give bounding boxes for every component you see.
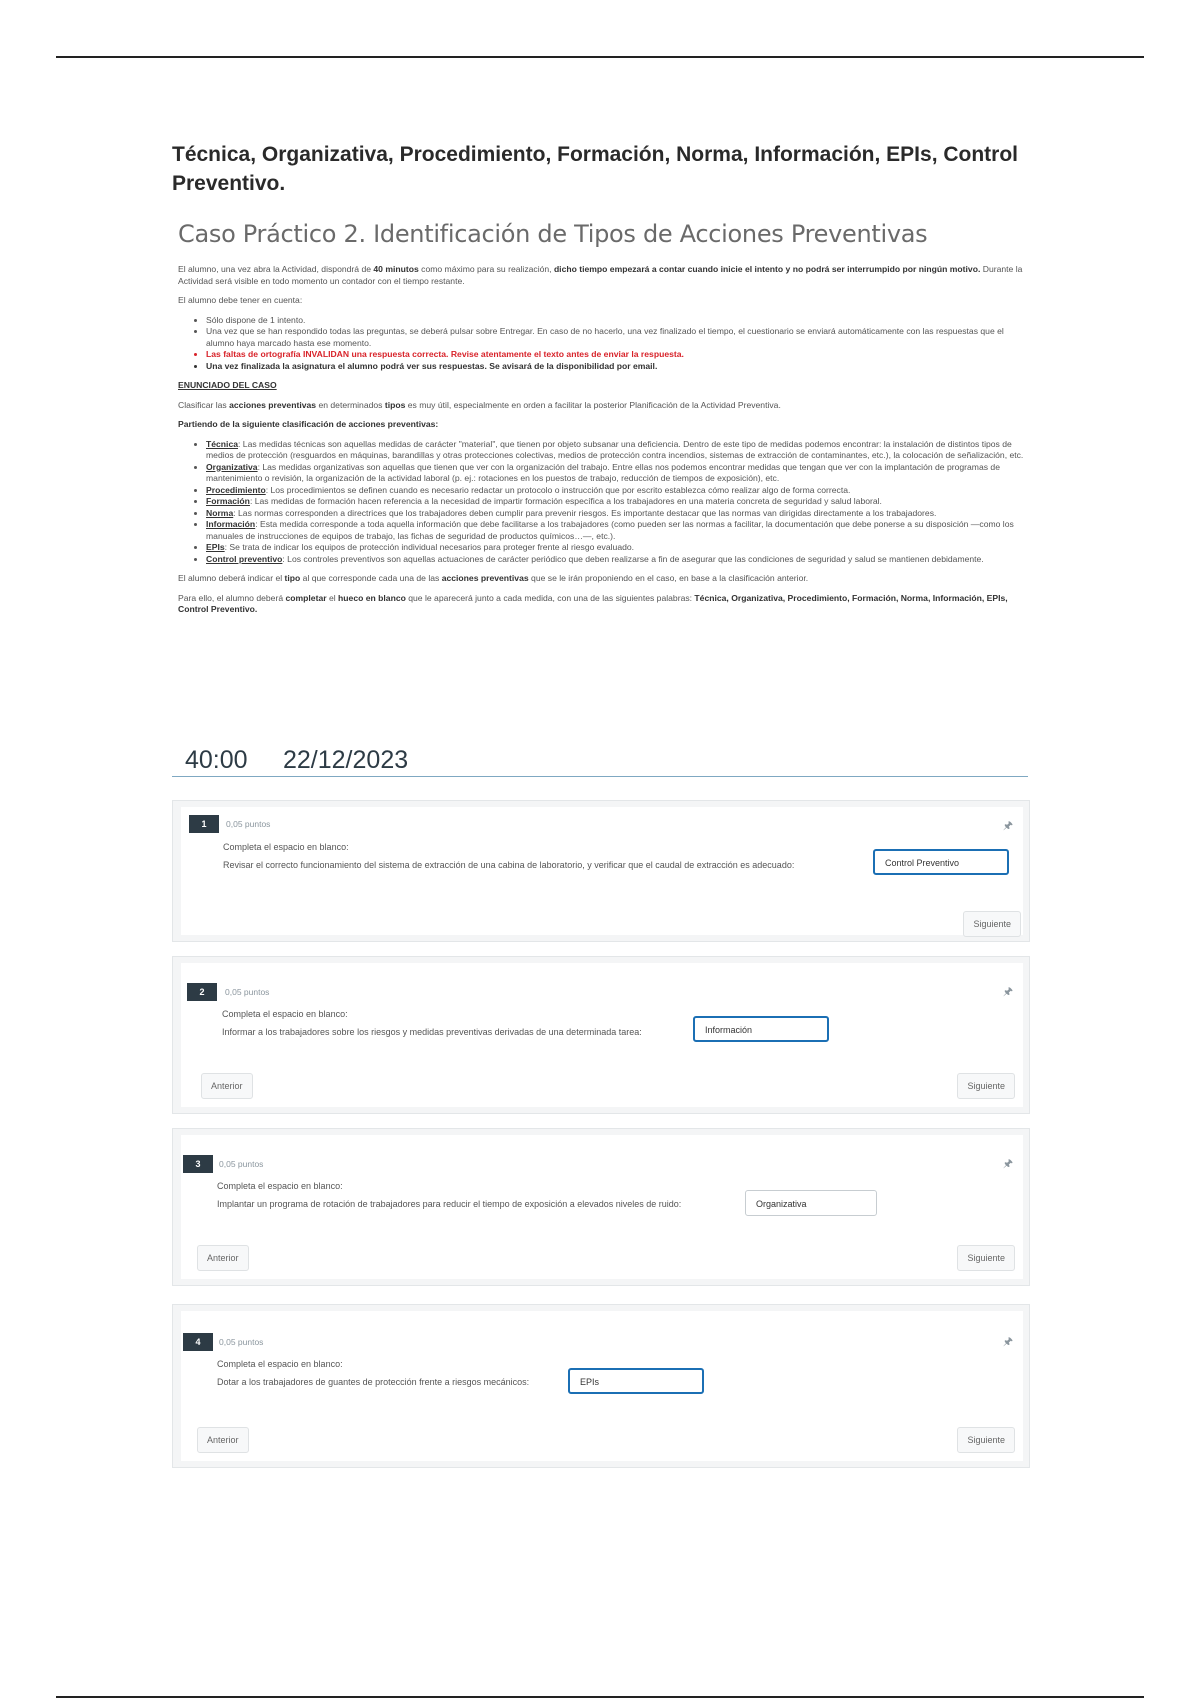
- type-desc: : Las medidas técnicas son aquellas medidas de carácter "material", que tienen por objeto subsanar una deficiencia. Dentro de este tipo de medidas podemos encontrar: la instalación de distintos tipos de medios de protección (resguardos en máquinas, barandillas y otras protecciones colectivas, medios de protección contra incendios, sistemas de extracción de contaminantes, etc.), la colocación de señalización, etc.: [206, 438, 1024, 460]
- question-text: Revisar el correcto funcionamiento del sistema de extracción de una cabina de laboratorio, y verificar que el caudal de extracción es adecuado:: [223, 860, 795, 870]
- rule-item: • Una vez finalizada la asignatura el alumno podrá ver sus respuestas. Se avisará de la disponibilidad por email.: [206, 361, 1028, 373]
- indicate-bold: tipo: [284, 573, 301, 583]
- pin-icon[interactable]: 🖈: [1002, 986, 1013, 998]
- indicate-text: que se le irán proponiendo en el caso, en base a la clasificación anterior.: [528, 573, 809, 583]
- type-item: [206, 542, 1028, 554]
- type-desc: : Las normas corresponden a directrices que los trabajadores deben cumplir para prevenir riesgos. Es importante destacar que las normas van dirigidas directamente a los trabajadores.: [233, 507, 937, 518]
- type-term: Organizativa: [206, 461, 258, 472]
- type-term: Control preventivo: [206, 553, 283, 564]
- complete-bold: completar: [285, 592, 327, 603]
- next-button[interactable]: Siguiente: [957, 1245, 1015, 1271]
- type-item: [206, 439, 1028, 462]
- case-title: Caso Práctico 2. Identificación de Tipos de Acciones Preventivas: [178, 220, 928, 248]
- complete-text: que le aparecerá junto a cada medida, con una de las siguientes palabras:: [405, 592, 695, 603]
- pin-icon[interactable]: 🖈: [1002, 820, 1013, 832]
- answer-input[interactable]: Control Preventivo: [873, 849, 1009, 875]
- header-rule: [56, 56, 1144, 58]
- rule-item-warning: • Las faltas de ortografía INVALIDAN una respuesta correcta. Revise atentamente el texto antes de enviar la respuesta.: [206, 349, 1028, 361]
- intro-text: Durante la Actividad será visible en todo momento un contador con el tiempo restante.: [178, 264, 1023, 286]
- question-instruction: Completa el espacio en blanco:: [217, 1359, 343, 1369]
- timer-bar: [172, 746, 1028, 777]
- countdown-timer: 40:00: [185, 746, 248, 774]
- answer-input[interactable]: Información: [693, 1016, 829, 1042]
- question-body: [181, 1135, 1023, 1279]
- question-card: [172, 1128, 1030, 1286]
- intro-warning: dicho tiempo empezará a contar cuando inicie el intento y no podrá ser interrumpido por ningún motivo.: [553, 264, 981, 274]
- previous-button[interactable]: Anterior: [201, 1073, 253, 1099]
- intro-text: como máximo para su realización,: [418, 264, 554, 274]
- question-body: [181, 807, 1023, 935]
- date-display: 22/12/2023: [283, 746, 409, 774]
- type-item: [206, 508, 1028, 520]
- question-points: 0,05 puntos: [225, 987, 270, 997]
- complete-bold: hueco en blanco: [338, 592, 406, 603]
- question-card: [172, 956, 1030, 1114]
- classify-text: es muy útil, especialmente en orden a facilitar la posterior Planificación de la Actividad Preventiva.: [405, 399, 781, 410]
- type-desc: : Se trata de indicar los equipos de protección individual necesarios para proteger frente al riesgo evaluado.: [224, 542, 635, 552]
- question-number: 1: [189, 815, 219, 833]
- case-instructions: [172, 212, 1028, 624]
- type-term: Formación: [206, 496, 250, 506]
- classify-bold: tipos: [384, 399, 406, 410]
- type-term: Información: [206, 519, 256, 529]
- indicate-text: al que corresponde cada una de las: [300, 573, 442, 583]
- type-desc: : Las medidas de formación hacen referencia a la necesidad de impartir formación específica a los trabajadores en una materia concreta de seguridad y salud laboral.: [249, 496, 882, 506]
- question-points: 0,05 puntos: [226, 819, 271, 829]
- type-item: [206, 462, 1028, 485]
- next-button[interactable]: Siguiente: [957, 1427, 1015, 1453]
- previous-button[interactable]: Anterior: [197, 1245, 249, 1271]
- type-desc: : Las medidas organizativas son aquellas que tienen que ver con la organización del trabajo. Entre ellas nos podemos encontrar medidas que tengan que ver con la implantación de programas de mantenimiento o revisión, la organización de la actividad laboral (p. ej.: rotaciones en los puestos de trabajo, reducción de tiempos de exposición), etc.: [206, 461, 1000, 483]
- type-item: [206, 485, 1028, 497]
- pin-icon[interactable]: 🖈: [1002, 1336, 1013, 1348]
- footer-rule: [56, 1696, 1144, 1698]
- indicate-bold: acciones preventivas: [441, 573, 529, 583]
- rule-item: • Sólo dispone de 1 intento.: [206, 315, 1028, 327]
- indicate-paragraph: [178, 573, 1028, 585]
- next-button[interactable]: Siguiente: [963, 911, 1021, 937]
- enunciado-heading: ENUNCIADO DEL CASO: [178, 380, 277, 390]
- complete-text: Para ello, el alumno deberá: [178, 592, 286, 603]
- types-list: [172, 439, 1028, 566]
- rules-list: [172, 315, 1028, 373]
- question-instruction: Completa el espacio en blanco:: [217, 1181, 343, 1191]
- question-instruction: Completa el espacio en blanco:: [222, 1009, 348, 1019]
- question-text: Dotar a los trabajadores de guantes de protección frente a riesgos mecánicos:: [217, 1377, 530, 1387]
- type-item: [206, 496, 1028, 508]
- question-body: [181, 963, 1023, 1107]
- question-card: [172, 800, 1030, 942]
- intro-paragraph: [178, 264, 1028, 287]
- classify-text: en determinados: [316, 399, 385, 410]
- question-card: [172, 1304, 1030, 1468]
- type-desc: : Los controles preventivos son aquellas actuaciones de carácter periódico que deben realizarse a fin de asegurar que las condiciones de seguridad y salud se mantienen debidamente.: [282, 553, 984, 564]
- intro-time: 40 minutos: [373, 264, 419, 274]
- question-number: 2: [187, 983, 217, 1001]
- question-text: Informar a los trabajadores sobre los riesgos y medidas preventivas derivadas de una determinada tarea:: [222, 1027, 642, 1037]
- next-button[interactable]: Siguiente: [957, 1073, 1015, 1099]
- keep-in-mind: El alumno debe tener en cuenta:: [178, 295, 303, 305]
- complete-words: Técnica, Organizativa, Procedimiento, Formación, Norma, Información, EPIs, Control Preventivo.: [178, 592, 1008, 614]
- page-heading: Técnica, Organizativa, Procedimiento, Formación, Norma, Información, EPIs, Control Preventivo.: [172, 143, 1019, 195]
- question-number: 3: [183, 1155, 213, 1173]
- type-desc: : Los procedimientos se definen cuando es necesario redactar un protocolo o instrucción que por escrito establezca cómo realizar algo de forma correcta.: [265, 484, 851, 495]
- type-desc: : Esta medida corresponde a toda aquella información que debe facilitarse a los trabajadores (como pueden ser las normas a facilitar, la documentación que debe ponerse a su disposición —como los manuales de instrucciones de equipos de trabajo, las fichas de seguridad de productos químicos…—, etc.).: [206, 519, 1014, 541]
- complete-paragraph: [178, 593, 1028, 616]
- starting-heading: Partiendo de la siguiente clasificación de acciones preventivas:: [178, 419, 439, 429]
- question-points: 0,05 puntos: [219, 1159, 264, 1169]
- classify-paragraph: [178, 400, 1028, 412]
- question-body: [181, 1311, 1023, 1461]
- intro-text: El alumno, una vez abra la Actividad, dispondrá de: [178, 264, 374, 274]
- question-instruction: Completa el espacio en blanco:: [223, 842, 349, 852]
- question-points: 0,05 puntos: [219, 1337, 264, 1347]
- question-number: 4: [183, 1333, 213, 1351]
- type-term: Procedimiento: [206, 484, 266, 495]
- type-item: [206, 554, 1028, 566]
- answer-input[interactable]: Organizativa: [745, 1190, 877, 1216]
- type-term: Norma: [206, 507, 234, 518]
- type-term: EPIs: [206, 542, 225, 552]
- indicate-text: El alumno deberá indicar el: [178, 573, 285, 583]
- pin-icon[interactable]: 🖈: [1002, 1158, 1013, 1170]
- rule-item: • Una vez que se han respondido todas las preguntas, se deberá pulsar sobre Entregar. En caso de no hacerlo, una vez finalizado el tiempo, el cuestionario se enviará automáticamente con las respuestas que el alumno haya marcado hasta ese momento.: [206, 326, 1028, 349]
- classify-bold: acciones preventivas: [229, 399, 317, 410]
- answer-input[interactable]: EPIs: [568, 1368, 704, 1394]
- question-text: Implantar un programa de rotación de trabajadores para reducir el tiempo de exposición a elevados niveles de ruido:: [217, 1199, 682, 1209]
- type-term: Técnica: [206, 438, 239, 449]
- complete-text: el: [326, 592, 339, 603]
- type-item: [206, 519, 1028, 542]
- classify-text: Clasificar las: [178, 399, 230, 410]
- previous-button[interactable]: Anterior: [197, 1427, 249, 1453]
